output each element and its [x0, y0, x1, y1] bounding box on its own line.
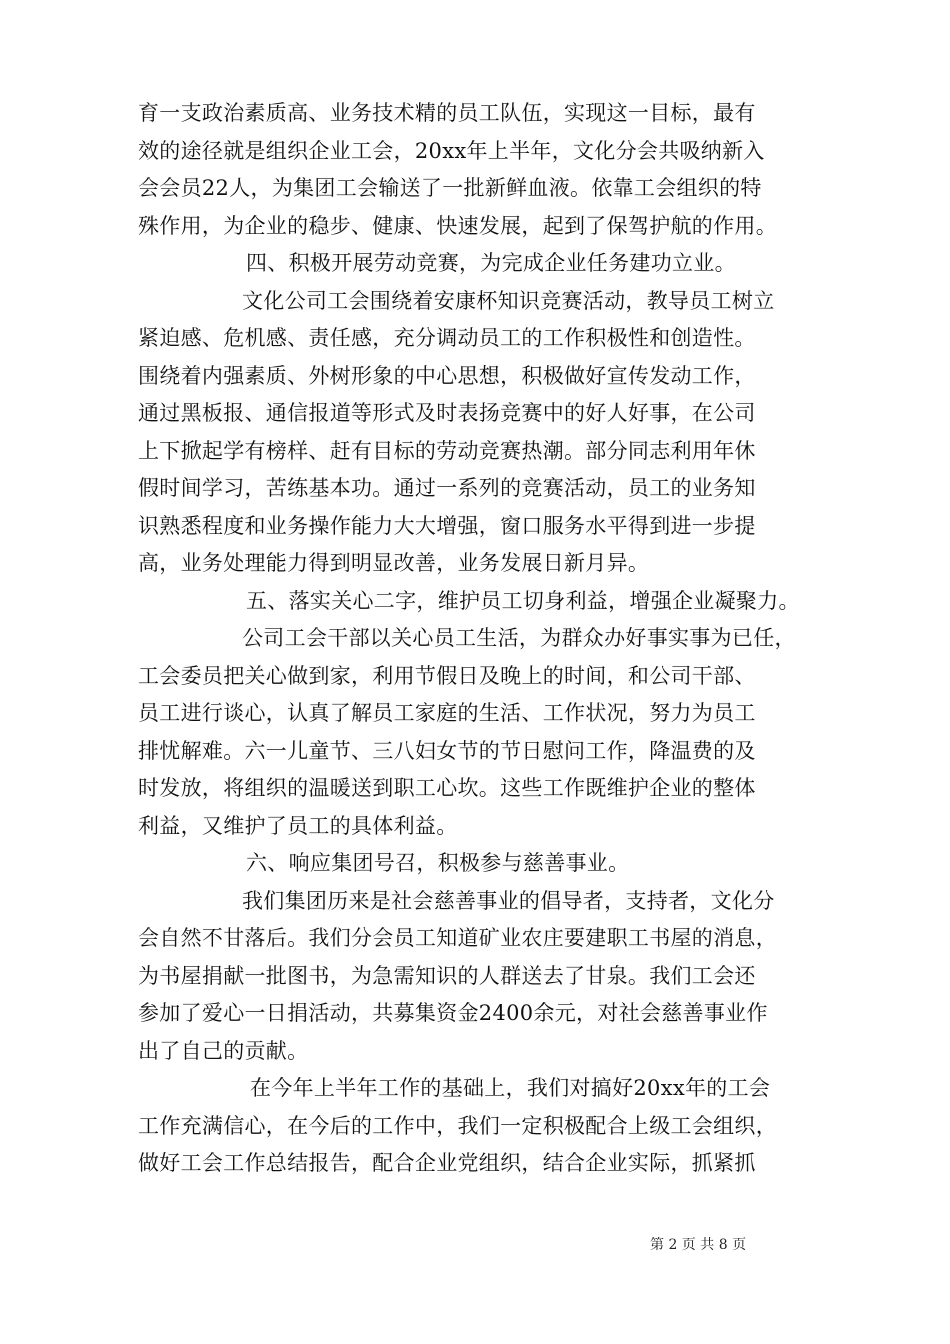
- text-line: 时发放，将组织的温暖送到职工心坎。这些工作既维护企业的整体: [138, 776, 756, 800]
- text-line: 假时间学习，苦练基本功。通过一系列的竞赛活动，员工的业务知: [138, 476, 756, 500]
- page-number: 第 2 页 共 8 页: [650, 1237, 747, 1253]
- text-line: 排忧解难。六一儿童节、三八妇女节的节日慰问工作，降温费的及: [138, 738, 756, 763]
- text-line: 殊作用，为企业的稳步、健康、快速发展，起到了保驾护航的作用。: [138, 213, 777, 238]
- text-line: 员工进行谈心，认真了解员工家庭的生活、工作状况，努力为员工: [138, 701, 756, 725]
- text-line: 利益，又维护了员工的具体利益。: [138, 813, 458, 838]
- section-heading: 六、响应集团号召，积极参与慈善事业。: [246, 851, 630, 875]
- paragraph-first-line: 公司工会干部以关心员工生活，为群众办好事实事为已任，: [242, 626, 796, 650]
- paragraph-first-line: 文化公司工会围绕着安康杯知识竞赛活动，教导员工树立: [242, 288, 775, 313]
- text-line: 效的途径就是组织企业工会，20xx年上半年，文化分会共吸纳新入: [138, 138, 765, 163]
- text-line: 识熟悉程度和业务操作能力大大增强，窗口服务水平得到进一步提: [138, 513, 756, 538]
- section-heading: 五、落实关心二字，维护员工切身利益，增强企业凝聚力。: [246, 588, 800, 613]
- text-line: 围绕着内强素质、外树形象的中心思想，积极做好宣传发动工作，: [138, 363, 756, 388]
- text-line: 为书屋捐献一批图书，为急需知识的人群送去了甘泉。我们工会还: [138, 963, 756, 988]
- text-line: 会会员22人，为集团工会输送了一批新鲜血液。依靠工会组织的特: [138, 176, 762, 200]
- document-body: [138, 95, 818, 1183]
- text-line: 会自然不甘落后。我们分会员工知道矿业农庄要建职工书屋的消息，: [138, 926, 777, 950]
- text-line: 紧迫感、危机感、责任感，充分调动员工的工作积极性和创造性。: [138, 326, 756, 350]
- text-line: 育一支政治素质高、业务技术精的员工队伍，实现这一目标，最有: [138, 101, 756, 125]
- text-line: 上下掀起学有榜样、赶有目标的劳动竞赛热潮。部分同志利用年休: [138, 438, 756, 463]
- paragraph-first-line: 我们集团历来是社会慈善事业的倡导者，支持者，文化分: [242, 888, 775, 913]
- text-line: 参加了爱心一日捐活动，共募集资金2400余元，对社会慈善事业作: [138, 1001, 768, 1025]
- text-line: 工会委员把关心做到家，利用节假日及晚上的时间，和公司干部、: [138, 663, 756, 688]
- section-heading: 四、积极开展劳动竞赛，为完成企业任务建功立业。: [246, 251, 736, 275]
- paragraph-first-line: 在今年上半年工作的基础上，我们对搞好20xx年的工会: [250, 1076, 771, 1100]
- text-line: 做好工会工作总结报告，配合企业党组织，结合企业实际，抓紧抓: [138, 1151, 756, 1175]
- text-line: 工作充满信心，在今后的工作中，我们一定积极配合上级工会组织，: [138, 1113, 777, 1138]
- text-line: 通过黑板报、通信报道等形式及时表扬竞赛中的好人好事，在公司: [138, 401, 756, 425]
- text-line: 高，业务处理能力得到明显改善，业务发展日新月异。: [138, 551, 650, 575]
- text-line: 出了自己的贡献。: [138, 1038, 309, 1063]
